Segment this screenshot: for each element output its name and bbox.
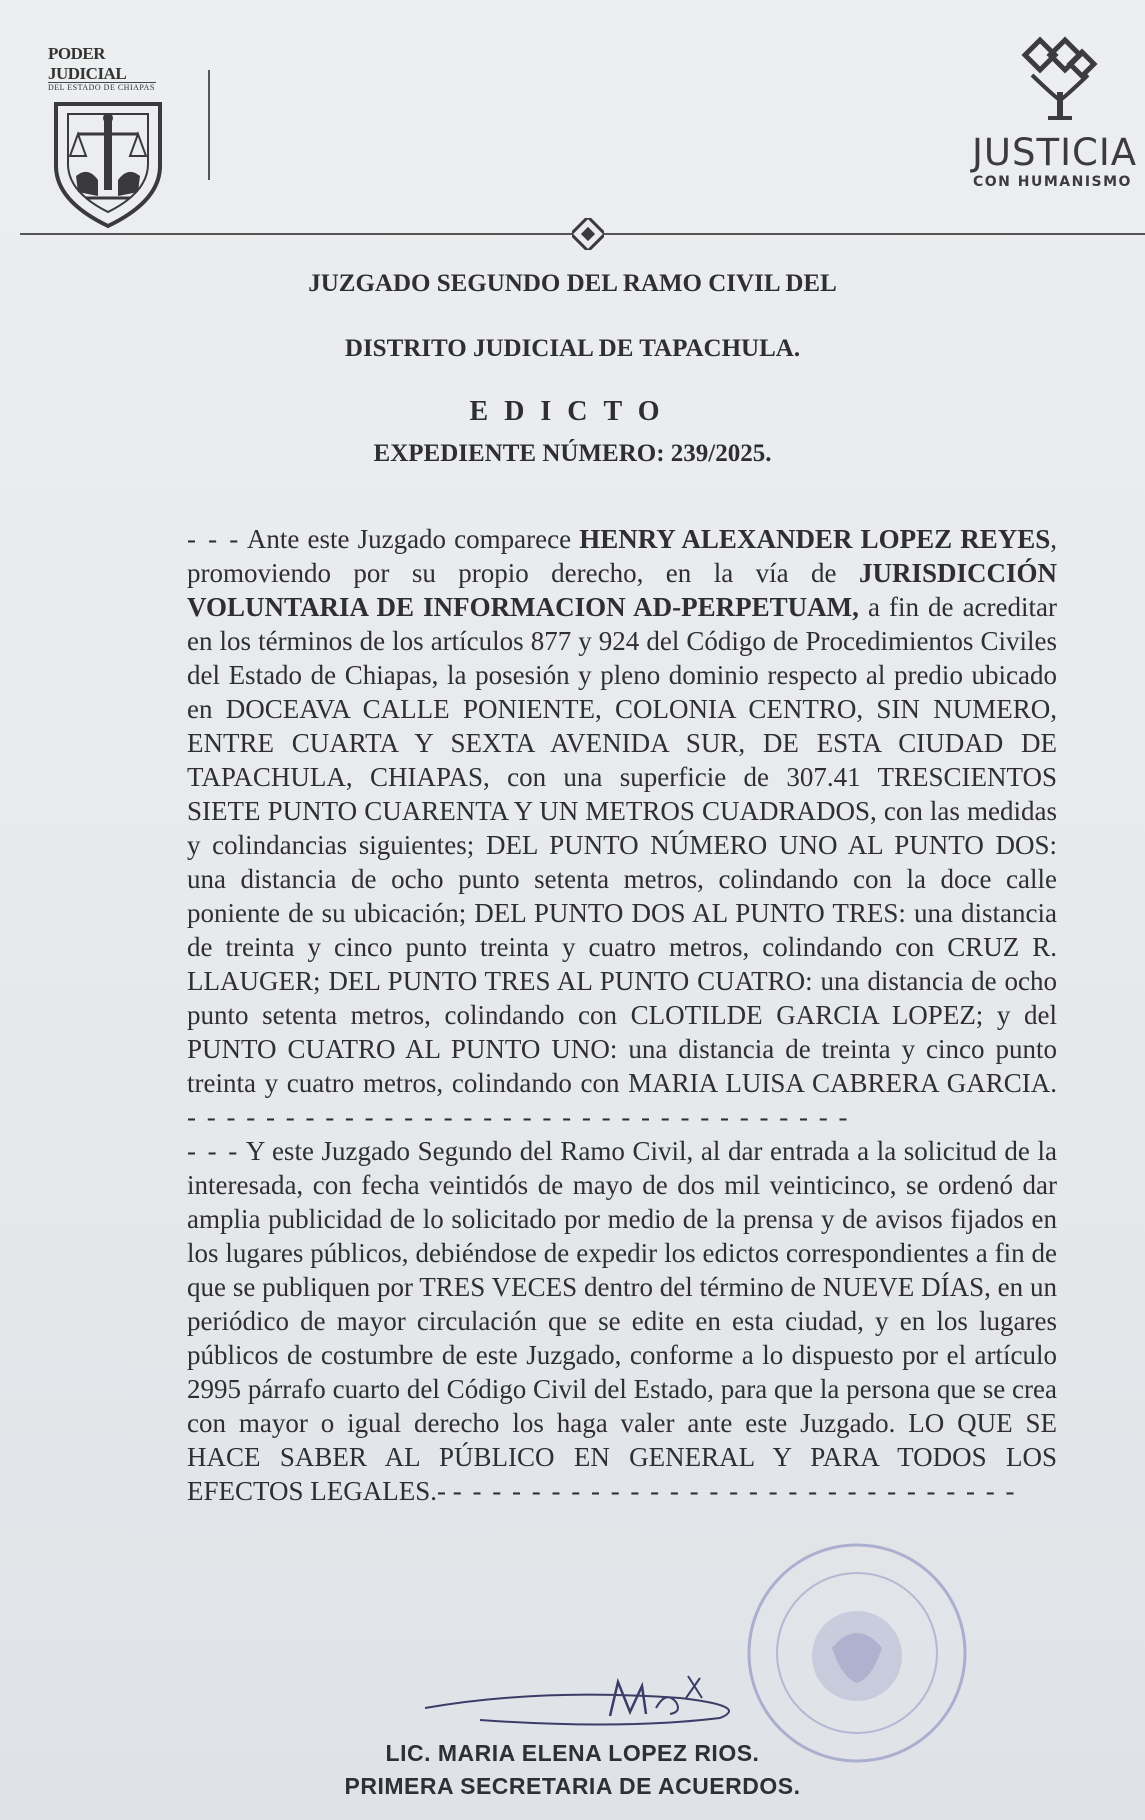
trailing-dashes: - - - - - - - - - - - - - - - - - - - - - - - - - - - - - - - - - -: [187, 1102, 850, 1132]
coat-of-arms-icon: [48, 96, 168, 231]
leading-dashes: - - -: [187, 1136, 240, 1166]
tree-emblem-icon: [1020, 30, 1100, 125]
logo-left-subtitle: DEL ESTADO DE CHIAPAS: [48, 83, 155, 92]
poder-judicial-logo: [48, 44, 168, 231]
text-intro: Ante este Juzgado comparece: [240, 524, 580, 554]
header-vertical-divider: [208, 70, 210, 180]
logo-right-title: JUSTICIA: [972, 131, 1138, 174]
court-title-line1: JUZGADO SEGUNDO DEL RAMO CIVIL DEL: [308, 270, 837, 297]
document-type-heading: EDICTO: [469, 396, 676, 427]
paragraph-2: [187, 1134, 1057, 1508]
text-standing: , promoviendo por su propio derecho, en la vía de: [187, 524, 1057, 588]
diamond-ornament-icon: [572, 218, 604, 250]
signatory-role: PRIMERA SECRETARIA DE ACUERDOS.: [344, 1773, 801, 1799]
edict-body: [187, 522, 1057, 1508]
court-title-line2: DISTRITO JUDICIAL DE TAPACHULA.: [344, 335, 801, 362]
handwritten-signature: [420, 1668, 780, 1738]
signatory-name: LIC. MARIA ELENA LOPEZ RIOS.: [385, 1740, 760, 1766]
procedure-name: JURISDICCIÓN VOLUNTARIA DE INFORMACION AD-PERPETUAM,: [187, 558, 1057, 622]
publication-order: Y este Juzgado Segundo del Ramo Civil, al dar entrada a la solicitud de la interesada, con fecha veintidós de mayo de dos mil veinticinco, se ordenó dar amplia publicidad de lo solicitado por medio de la prensa y de avisos fijados en los lugares públicos, debiéndose de expedir los edictos correspondientes a fin de que se publiquen por TRES VECES dentro del término de NUEVE DÍAS, en un periódico de mayor circulación que se edite en esta ciudad, y en los lugares públicos de costumbre de este Juzgado, conforme a lo dispuesto por el artículo 2995 párrafo cuarto del Código Civil del Estado, para que la persona que se crea con mayor o igual derecho los haga valer ante este Juzgado. LO QUE SE HACE SABER AL PÚBLICO EN GENERAL Y PARA TODOS LOS EFECTOS LEGALES.-: [187, 1136, 1057, 1506]
justicia-humanismo-logo: [970, 30, 1145, 190]
trailing-dashes: - - - - - - - - - - - - - - - - - - - - - - - - - - - - -: [452, 1476, 1017, 1506]
leading-dashes: - - -: [187, 524, 241, 554]
logo-right-subtitle: CON HUMANISMO: [973, 174, 1132, 190]
paragraph-1: [187, 522, 1057, 1134]
applicant-name: HENRY ALEXANDER LOPEZ REYES: [579, 524, 1051, 554]
property-description: a fin de acreditar en los términos de los artículos 877 y 924 del Código de Procedimientos Civiles del Estado de Chiapas, la posesión y pleno dominio respecto al predio ubicado en DOCEAVA CALLE PONIENTE, COLONIA CENTRO, SIN NUMERO, ENTRE CUARTA Y SEXTA AVENIDA SUR, DE ESTA CIUDAD DE TAPACHULA, CHIAPAS, con una superficie de 307.41 TRESCIENTOS SIETE PUNTO CUARENTA Y UN METROS CUADRADOS, con las medidas y colindancias siguientes; DEL PUNTO NÚMERO UNO AL PUNTO DOS: una distancia de ocho punto setenta metros, colindando con la doce calle poniente de su ubicación; DEL PUNTO DOS AL PUNTO TRES: una distancia de treinta y cinco punto treinta y cuatro metros, colindando con CRUZ R. LLAUGER; DEL PUNTO TRES AL PUNTO CUATRO: una distancia de ocho punto setenta metros, colindando con CLOTILDE GARCIA LOPEZ; y del PUNTO CUATRO AL PUNTO UNO: una distancia de treinta y cinco punto treinta y cuatro metros, colindando con MARIA LUISA CABRERA GARCIA.: [187, 592, 1057, 1098]
file-number: EXPEDIENTE NÚMERO: 239/2025.: [373, 440, 772, 467]
logo-left-title: PODER JUDICIAL: [48, 44, 127, 83]
